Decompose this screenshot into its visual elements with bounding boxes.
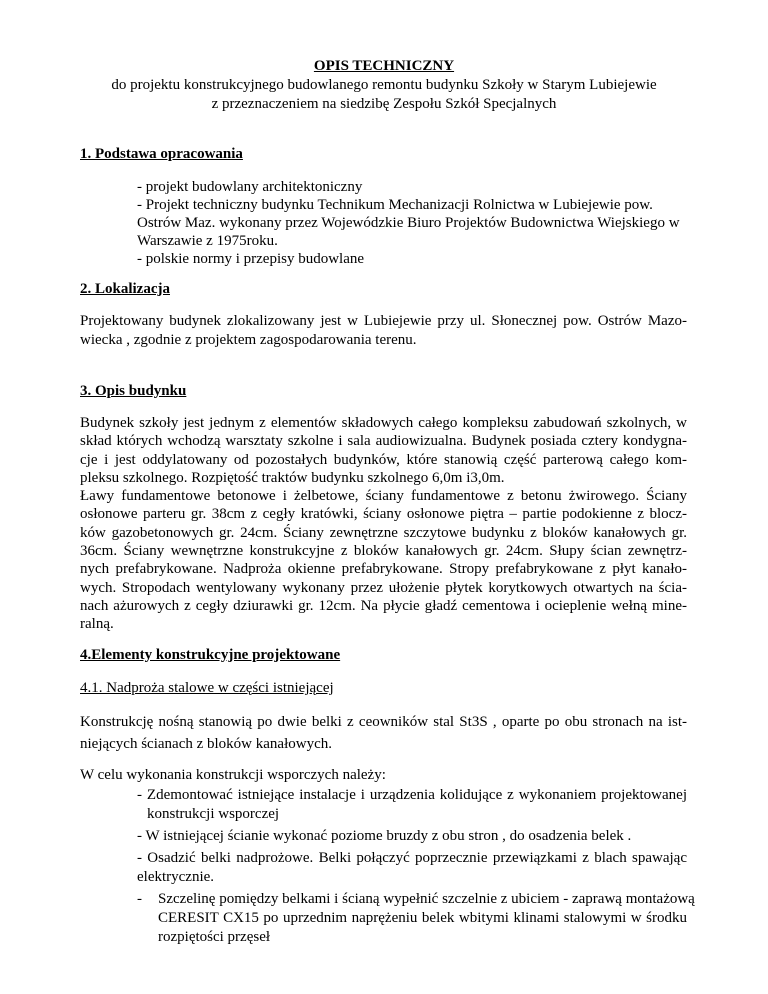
- section-3-paragraph: [80, 414, 687, 634]
- paragraph-line: pleksu szkolnego. Rozpiętość traktów budynku szkolnego 6,0m i3,0m.: [80, 469, 505, 486]
- paragraph-line: cje i jest oddylatowany od pozostałych budynków, które stanowią część parterową całego kom-: [80, 451, 687, 468]
- paragraph-line: osłonowe parteru gr. 38cm z cegły kratówki, ściany osłonowe piętra – partie podokienne z blocz-: [80, 506, 687, 523]
- paragraph-line: ralną.: [80, 616, 114, 633]
- paragraph-line: wiecka , zgodnie z projektem zagospodarowania terenu.: [80, 332, 417, 348]
- section-4-intro: W celu wykonania konstrukcji wsporczych należy:: [80, 767, 386, 783]
- section-1-line: - Projekt techniczny budynku Technikum Mechanizacji Rolnictwa w Lubiejewie pow.: [137, 197, 653, 213]
- section-3-heading: 3. Opis budynku: [80, 383, 187, 399]
- section-1-line: Ostrów Maz. wykonany przez Wojewódzkie Biuro Projektów Budownictwa Wiejskiego w: [137, 215, 680, 231]
- instruction-line: CERESIT CX15 po uprzednim naprężeniu belek wbitymi klinami stalowymi w środku: [158, 910, 687, 926]
- paragraph-line: Konstrukcję nośną stanowią po dwie belki z ceowników stal St3S , oparte po obu stronach na ist-: [80, 714, 687, 730]
- paragraph-line: Budynek szkoły jest jednym z elementów składowych całego kompleksu zabudowań szkolnych, w: [80, 415, 687, 431]
- paragraph-line: ków gazobetonowych gr. 24cm. Ściany zewnętrzne szczytowe budynku z bloków kanałowych gr.: [80, 524, 687, 541]
- section-1-line: Warszawie z 1975roku.: [137, 233, 278, 249]
- instruction-line: rozpiętości przęseł: [158, 929, 271, 945]
- section-4-1-subheading: 4.1. Nadproża stalowe w części istniejącej: [80, 680, 334, 696]
- paragraph-line: nach ażurowych z cegły dziurawki gr. 12cm. Na płycie gładź cementowa i ocieplenie wełną mine-: [80, 597, 687, 614]
- paragraph-line: niejących ścianach z bloków kanałowych.: [80, 736, 332, 752]
- bullet-dash: -: [137, 891, 142, 907]
- instruction-item: [137, 786, 687, 805]
- paragraph-line: skład których wchodzą warsztaty szkolne i sala audiowizualna. Budynek posiada cztery kondygna-: [80, 433, 687, 450]
- paragraph-line: nych prefabrykowane. Nadproża okienne prefabrykowane. Stropy prefabrykowane z płyt kanało-: [80, 561, 687, 578]
- section-4-paragraph: [80, 711, 687, 755]
- instruction-line: Szczelinę pomiędzy belkami i ścianą wypełnić szczelnie z ubiciem - zaprawą montażową: [158, 891, 695, 907]
- section-1-heading: 1. Podstawa opracowania: [80, 146, 243, 162]
- instruction-line: konstrukcji wsporczej: [147, 806, 280, 822]
- instruction-line: - Zdemontować istniejące instalacje i urządzenia kolidujące z wykonaniem projektowanej: [137, 787, 687, 803]
- section-4-heading: 4.Elementy konstrukcyjne projektowane: [80, 647, 341, 663]
- subtitle-line: z przeznaczeniem na siedzibę Zespołu Szkół Specjalnych: [211, 96, 557, 112]
- instruction-item: [158, 890, 695, 947]
- paragraph-line: 36cm. Ściany wewnętrzne konstrukcyjne z bloków kanałowych gr. 24cm. Słupy ścian zewnętrz-: [80, 543, 687, 560]
- instruction-item: [137, 849, 687, 887]
- document-title: OPIS TECHNICZNY: [313, 58, 455, 74]
- instruction-line: elektrycznie.: [137, 869, 215, 885]
- paragraph-line: Ławy fundamentowe betonowe i żelbetowe, ściany fundamentowe z betonu żwirowego. Ściany: [80, 488, 687, 505]
- section-2-paragraph: [80, 312, 687, 350]
- subtitle-line: do projektu konstrukcyjnego budowlanego remontu budynku Szkoły w Starym Lubiejewie: [111, 77, 657, 93]
- section-1-line: - projekt budowlany architektoniczny: [137, 179, 363, 195]
- paragraph-line: wych. Stropodach wentylowany wykonany przez ułożenie płytek korytkowych otwartych na ścia-: [80, 579, 687, 596]
- instruction-line: - Osadzić belki nadprożowe. Belki połączyć poprzecznie przewiązkami z blach spawając: [137, 850, 687, 866]
- paragraph-line: Projektowany budynek zlokalizowany jest w Lubiejewie przy ul. Słonecznej pow. Ostrów Mazo-: [80, 313, 687, 329]
- section-1-line: - polskie normy i przepisy budowlane: [137, 251, 365, 267]
- section-2-heading: 2. Lokalizacja: [80, 281, 170, 297]
- instruction-line: - W istniejącej ścianie wykonać poziome bruzdy z obu stron , do osadzenia belek .: [137, 828, 632, 844]
